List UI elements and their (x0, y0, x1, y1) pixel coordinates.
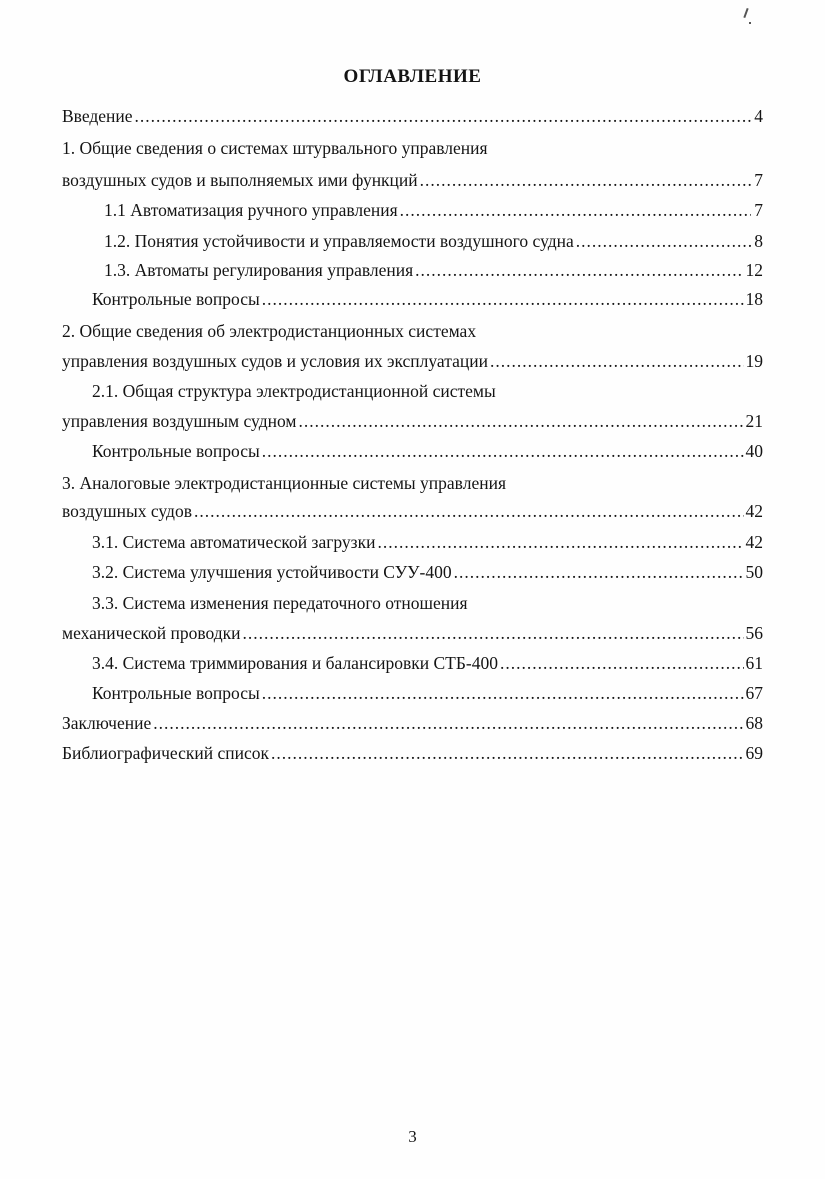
toc-entry-s2-1-line1: 2.1. Общая структура электродистанционной системы (92, 381, 496, 401)
toc-entry-s3-4 (92, 652, 763, 674)
toc-entry-s1-line1: 1. Общие сведения о системах штурвального управления (62, 138, 488, 158)
toc-entry-s1 (62, 169, 763, 191)
dot-leader (420, 169, 751, 191)
toc-entry-text: управления воздушным судном (62, 411, 297, 431)
toc-page-number: 19 (745, 351, 763, 371)
toc-page-number: 21 (745, 411, 763, 431)
toc-entry-conclusion (62, 712, 763, 734)
toc-entry-s2-questions (92, 440, 763, 462)
dot-leader (400, 199, 751, 221)
toc-entry-text: воздушных судов (62, 501, 192, 521)
dot-leader (262, 682, 744, 704)
scan-speck (749, 22, 751, 24)
page-title: ОГЛАВЛЕНИЕ (343, 66, 482, 87)
toc-entry-text: воздушных судов и выполняемых ими функций (62, 170, 418, 190)
toc-entry-s3 (62, 500, 763, 522)
toc-entry-bibliography (62, 742, 763, 764)
toc-entry-text: 3.4. Система триммирования и балансировки СТБ-400 (92, 653, 498, 673)
toc-entry-s3-3-line1: 3.3. Система изменения передаточного отношения (92, 593, 468, 613)
toc-entry-text: Контрольные вопросы (92, 683, 260, 703)
dot-leader (135, 105, 751, 127)
toc-entry-s2-1 (62, 410, 763, 432)
toc-page-number: 61 (745, 653, 763, 673)
toc-page-number: 67 (745, 683, 763, 703)
toc-entry-text: Контрольные вопросы (92, 441, 260, 461)
toc-entry-s3-2 (92, 561, 763, 583)
toc-page-number: 42 (745, 501, 763, 521)
toc-entry-text: 1.3. Автоматы регулирования управления (104, 260, 414, 280)
toc-entry-s3-line1: 3. Аналоговые электродистанционные системы управления (62, 473, 506, 493)
toc-entry-s1-2 (104, 230, 763, 252)
dot-leader (500, 652, 744, 674)
toc-page-number: 7 (754, 200, 763, 220)
toc-entry-text: 1.1 Автоматизация ручного управления (104, 200, 398, 220)
dot-leader (271, 742, 743, 764)
toc-entry-text: Заключение (62, 713, 152, 733)
dot-leader (454, 561, 744, 583)
dot-leader (262, 440, 744, 462)
toc-entry-s3-3 (62, 622, 763, 644)
toc-page-number: 40 (745, 441, 763, 461)
toc-entry-text: Введение (62, 106, 133, 126)
toc-page-number: 69 (745, 743, 763, 763)
toc-entry-text: Библиографический список (62, 743, 270, 763)
dot-leader (576, 230, 751, 252)
toc-page-number: 7 (754, 170, 763, 190)
toc-entry-s1-questions (92, 288, 763, 310)
toc-page-number: 4 (754, 106, 763, 126)
toc-page-number: 18 (745, 289, 763, 309)
toc-entry-s2 (62, 350, 763, 372)
toc-entry-s3-1 (92, 531, 763, 553)
scan-speck (743, 8, 748, 18)
toc-entry-s3-questions (92, 682, 763, 704)
toc-entry-text: 1.2. Понятия устойчивости и управляемости воздушного судна (104, 231, 574, 251)
toc-page-number: 12 (745, 260, 763, 280)
toc-entry-intro (62, 105, 763, 127)
dot-leader (490, 350, 744, 372)
toc-entry-text: управления воздушных судов и условия их эксплуатации (62, 351, 488, 371)
dot-leader (262, 288, 744, 310)
dot-leader (298, 410, 743, 432)
toc-entry-text: Контрольные вопросы (92, 289, 260, 309)
toc-page-number: 8 (754, 231, 763, 251)
toc-page-number: 56 (745, 623, 763, 643)
toc-page-number: 50 (745, 562, 763, 582)
toc-page-number: 68 (745, 713, 763, 733)
dot-leader (377, 531, 743, 553)
toc-entry-s1-3 (104, 259, 763, 281)
dot-leader (415, 259, 743, 281)
page-number: 3 (408, 1127, 417, 1146)
toc-page-number: 42 (745, 532, 763, 552)
toc-entry-text: механической проводки (62, 623, 241, 643)
dot-leader (194, 500, 744, 522)
toc-entry-text: 3.1. Система автоматической загрузки (92, 532, 376, 552)
dot-leader (243, 622, 744, 644)
dot-leader (153, 712, 743, 734)
toc-entry-s1-1 (104, 199, 763, 221)
toc-entry-s2-line1: 2. Общие сведения об электродистанционных системах (62, 321, 477, 341)
toc-entry-text: 3.2. Система улучшения устойчивости СУУ-400 (92, 562, 452, 582)
